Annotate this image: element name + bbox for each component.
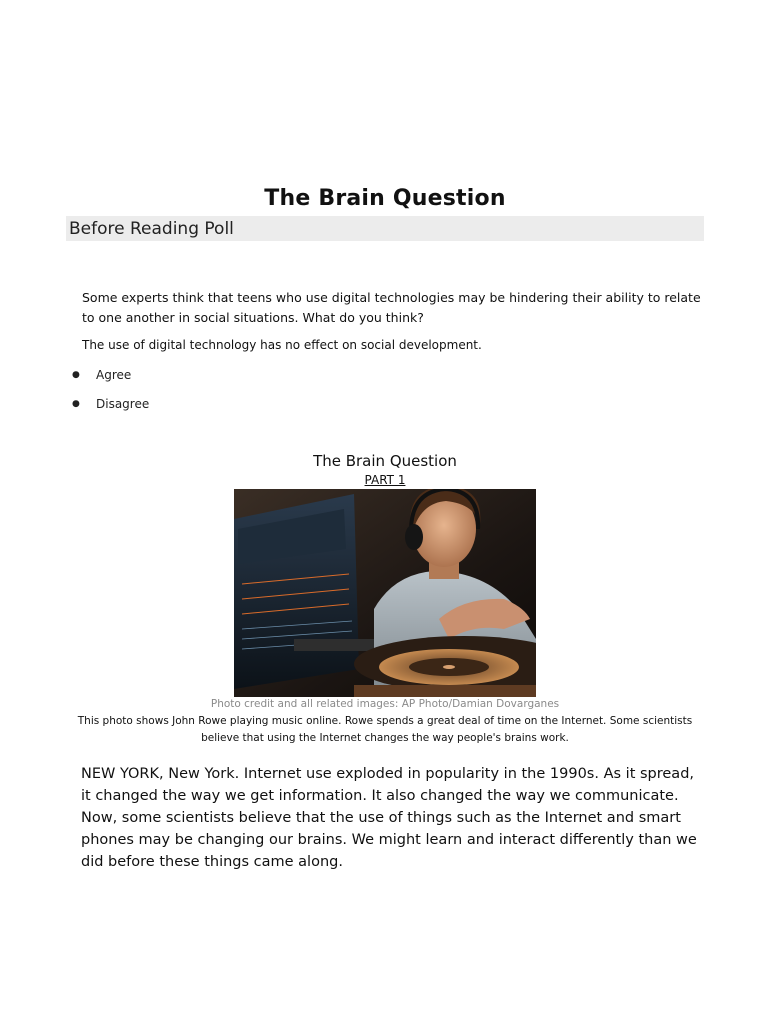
photo-caption: This photo shows John Rowe playing music online. Rowe spends a great deal of time on the Internet. Some scientists believe that using the Internet changes the way people's brains work.	[77, 715, 693, 744]
photo-credit: Photo credit and all related images: AP Photo/Damian Dovarganes	[210, 698, 560, 710]
poll-option-label: Agree	[96, 368, 132, 382]
article-title: The Brain Question	[313, 452, 457, 470]
bullet-icon: ●	[72, 399, 80, 409]
bullet-icon: ●	[72, 370, 80, 380]
page-title: The Brain Question	[264, 186, 506, 211]
poll-option-agree[interactable]	[72, 368, 131, 382]
section-heading-bar	[66, 216, 704, 241]
poll-option-label: Disagree	[96, 397, 150, 411]
poll-statement: The use of digital technology has no effect on social development.	[82, 338, 482, 352]
photo-illustration	[234, 489, 536, 697]
article-part-label: PART 1	[364, 473, 406, 487]
poll-option-disagree[interactable]	[72, 397, 149, 411]
poll-question: Some experts think that teens who use digital technologies may be hindering their ability to relate to one another in social situations. What do you think?	[82, 290, 701, 325]
article-body: NEW YORK, New York. Internet use exploded in popularity in the 1990s. As it spread, it changed the way we get information. It also changed the way we communicate. Now, some scientists believe that the use of things such as the Internet and smart phones may be changing our brains. We might learn and interact differently than we did before these things came along.	[81, 766, 697, 870]
section-heading: Before Reading Poll	[69, 219, 234, 239]
article-photo	[234, 489, 536, 697]
